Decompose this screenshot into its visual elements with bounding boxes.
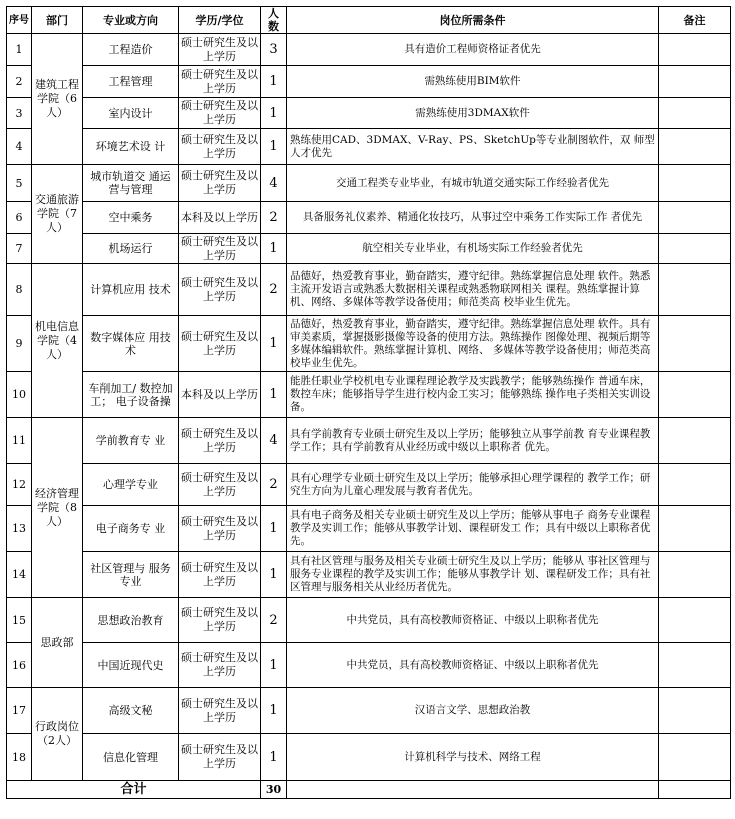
requirement-cell: 具有社区管理与服务及相关专业硕士研究生及以上学历；能够从 事社区管理与服务专业课程的教学及实训工作；能够从事教学计 划、课程研发工作；具有社区管理与服务相关从业经历者优先。	[287, 552, 659, 598]
requirement-cell: 交通工程类专业毕业，有城市轨道交通实际工作经验者优先	[287, 165, 659, 202]
table-row	[7, 464, 731, 506]
degree-cell: 硕士研究生及以上学历	[179, 688, 261, 734]
dept-cell: 机电信息学院（4人）	[32, 264, 83, 418]
count-cell: 1	[261, 734, 287, 781]
major-cell: 信息化管理	[83, 734, 179, 781]
count-cell: 1	[261, 688, 287, 734]
degree-cell: 硕士研究生及以上学历	[179, 552, 261, 598]
recruitment-table-container	[6, 6, 730, 799]
requirement-cell: 具备服务礼仪素养、精通化妆技巧，从事过空中乘务工作实际工作 者优先	[287, 202, 659, 234]
table-row	[7, 372, 731, 418]
major-cell: 中国近现代史	[83, 643, 179, 688]
requirement-cell: 中共党员，具有高校教师资格证、中级以上职称者优先	[287, 643, 659, 688]
recruitment-table	[6, 6, 731, 799]
note-cell	[659, 598, 731, 643]
total-note-empty	[659, 781, 731, 799]
requirement-cell: 具有造价工程师资格证者优先	[287, 34, 659, 66]
note-cell	[659, 98, 731, 129]
row-no: 5	[7, 165, 32, 202]
count-cell: 1	[261, 129, 287, 165]
major-cell: 城市轨道交 通运营与管理	[83, 165, 179, 202]
header-req: 岗位所需条件	[287, 7, 659, 34]
requirement-cell: 需熟练使用3DMAX软件	[287, 98, 659, 129]
row-no: 14	[7, 552, 32, 598]
row-no: 11	[7, 418, 32, 464]
table-row	[7, 98, 731, 129]
degree-cell: 硕士研究生及以上学历	[179, 234, 261, 264]
note-cell	[659, 506, 731, 552]
table-row	[7, 129, 731, 165]
requirement-cell: 具有学前教育专业硕士研究生及以上学历；能够独立从事学前教 育专业课程教学工作；具有学前教育从业经历或中级以上职称者 优先。	[287, 418, 659, 464]
table-row	[7, 234, 731, 264]
major-cell: 环境艺术设 计	[83, 129, 179, 165]
dept-cell: 交通旅游学院（7人）	[32, 165, 83, 264]
major-cell: 高级文秘	[83, 688, 179, 734]
dept-cell: 经济管理学院（8人）	[32, 418, 83, 598]
header-note: 备注	[659, 7, 731, 34]
note-cell	[659, 66, 731, 98]
header-no: 序号	[7, 7, 32, 34]
table-row	[7, 264, 731, 316]
row-no: 2	[7, 66, 32, 98]
degree-cell: 硕士研究生及以上学历	[179, 506, 261, 552]
count-cell: 1	[261, 98, 287, 129]
degree-cell: 硕士研究生及以上学历	[179, 34, 261, 66]
degree-cell: 本科及以上学历	[179, 372, 261, 418]
major-cell: 工程造价	[83, 34, 179, 66]
requirement-cell: 品德好，热爱教育事业，勤奋踏实，遵守纪律。熟练掌握信息处理 软件。具有审美素质，掌握摄影摄像等设备的使用方法。熟练操作 图像处理、视频后期等多媒体编辑软件。熟练掌握计算机、网络、 多媒体等教学设备使用；师范类高校毕业生优先。	[287, 316, 659, 372]
row-no: 17	[7, 688, 32, 734]
degree-cell: 硕士研究生及以上学历	[179, 643, 261, 688]
degree-cell: 硕士研究生及以上学历	[179, 165, 261, 202]
note-cell	[659, 734, 731, 781]
degree-cell: 硕士研究生及以上学历	[179, 129, 261, 165]
row-no: 13	[7, 506, 32, 552]
table-row	[7, 734, 731, 781]
requirement-cell: 品德好，热爱教育事业，勤奋踏实，遵守纪律。熟练掌握信息处理 软件。熟悉主流开发语言或熟悉大数据相关课程或熟悉物联网相关 课程。熟练掌握计算机、网络、多媒体等教学设备使用；师范类高 校毕业生优先。	[287, 264, 659, 316]
note-cell	[659, 165, 731, 202]
count-cell: 1	[261, 552, 287, 598]
major-cell: 心理学专业	[83, 464, 179, 506]
count-cell: 4	[261, 165, 287, 202]
requirement-cell: 能胜任职业学校机电专业课程理论教学及实践教学；能够熟练操作 普通车床，数控车床；能够指导学生进行校内金工实习；能够熟练 操作电子类相关实训设备。	[287, 372, 659, 418]
note-cell	[659, 372, 731, 418]
count-cell: 4	[261, 418, 287, 464]
row-no: 9	[7, 316, 32, 372]
row-no: 15	[7, 598, 32, 643]
dept-cell: 行政岗位（2人）	[32, 688, 83, 781]
row-no: 3	[7, 98, 32, 129]
row-no: 16	[7, 643, 32, 688]
table-row	[7, 418, 731, 464]
note-cell	[659, 264, 731, 316]
table-row	[7, 643, 731, 688]
header-num: 人数	[261, 7, 287, 34]
table-row	[7, 316, 731, 372]
major-cell: 学前教育专 业	[83, 418, 179, 464]
total-count: 30	[261, 781, 287, 799]
count-cell: 3	[261, 34, 287, 66]
table-row	[7, 202, 731, 234]
table-row	[7, 165, 731, 202]
note-cell	[659, 202, 731, 234]
row-no: 4	[7, 129, 32, 165]
note-cell	[659, 234, 731, 264]
requirement-cell: 中共党员，具有高校教师资格证、中级以上职称者优先	[287, 598, 659, 643]
count-cell: 2	[261, 598, 287, 643]
count-cell: 1	[261, 234, 287, 264]
major-cell: 社区管理与 服务专业	[83, 552, 179, 598]
requirement-cell: 具有电子商务及相关专业硕士研究生及以上学历；能够从事电子 商务专业课程教学及实训工作；能够从事教学计划、课程研发工 作；具有中级以上职称者优先。	[287, 506, 659, 552]
count-cell: 1	[261, 66, 287, 98]
row-no: 6	[7, 202, 32, 234]
degree-cell: 硕士研究生及以上学历	[179, 98, 261, 129]
table-row	[7, 66, 731, 98]
major-cell: 车削加工/ 数控加工； 电子设备操	[83, 372, 179, 418]
requirement-cell: 航空相关专业毕业，有机场实际工作经验者优先	[287, 234, 659, 264]
dept-cell: 思政部	[32, 598, 83, 688]
table-row	[7, 506, 731, 552]
count-cell: 1	[261, 316, 287, 372]
note-cell	[659, 643, 731, 688]
note-cell	[659, 418, 731, 464]
row-no: 10	[7, 372, 32, 418]
degree-cell: 硕士研究生及以上学历	[179, 598, 261, 643]
requirement-cell: 熟练使用CAD、3DMAX、V-Ray、PS、SketchUp等专业制图软件，双 师型人才优先	[287, 129, 659, 165]
header-degree: 学历/学位	[179, 7, 261, 34]
major-cell: 数字媒体应 用技术	[83, 316, 179, 372]
degree-cell: 硕士研究生及以上学历	[179, 264, 261, 316]
note-cell	[659, 316, 731, 372]
major-cell: 机场运行	[83, 234, 179, 264]
major-cell: 空中乘务	[83, 202, 179, 234]
count-cell: 1	[261, 506, 287, 552]
major-cell: 工程管理	[83, 66, 179, 98]
table-row	[7, 552, 731, 598]
row-no: 8	[7, 264, 32, 316]
count-cell: 2	[261, 464, 287, 506]
degree-cell: 硕士研究生及以上学历	[179, 734, 261, 781]
header-major: 专业或方向	[83, 7, 179, 34]
table-row	[7, 598, 731, 643]
table-header-row	[7, 7, 731, 34]
requirement-cell: 需熟练使用BIM软件	[287, 66, 659, 98]
table-row	[7, 688, 731, 734]
major-cell: 计算机应用 技术	[83, 264, 179, 316]
note-cell	[659, 129, 731, 165]
degree-cell: 硕士研究生及以上学历	[179, 464, 261, 506]
count-cell: 2	[261, 202, 287, 234]
requirement-cell: 汉语言文学、思想政治教	[287, 688, 659, 734]
total-requirement-empty	[287, 781, 659, 799]
degree-cell: 硕士研究生及以上学历	[179, 66, 261, 98]
degree-cell: 硕士研究生及以上学历	[179, 316, 261, 372]
degree-cell: 硕士研究生及以上学历	[179, 418, 261, 464]
count-cell: 2	[261, 264, 287, 316]
total-row	[7, 781, 731, 799]
row-no: 7	[7, 234, 32, 264]
count-cell: 1	[261, 643, 287, 688]
requirement-cell: 计算机科学与技术、网络工程	[287, 734, 659, 781]
note-cell	[659, 34, 731, 66]
note-cell	[659, 552, 731, 598]
row-no: 1	[7, 34, 32, 66]
total-label: 合计	[7, 781, 261, 799]
count-cell: 1	[261, 372, 287, 418]
major-cell: 思想政治教育	[83, 598, 179, 643]
table-row	[7, 34, 731, 66]
note-cell	[659, 464, 731, 506]
requirement-cell: 具有心理学专业硕士研究生及以上学历；能够承担心理学课程的 教学工作；研究生方向为儿童心理发展与教育者优先。	[287, 464, 659, 506]
header-dept: 部门	[32, 7, 83, 34]
row-no: 18	[7, 734, 32, 781]
row-no: 12	[7, 464, 32, 506]
major-cell: 电子商务专 业	[83, 506, 179, 552]
dept-cell: 建筑工程学院（6人）	[32, 34, 83, 165]
major-cell: 室内设计	[83, 98, 179, 129]
degree-cell: 本科及以上学历	[179, 202, 261, 234]
note-cell	[659, 688, 731, 734]
